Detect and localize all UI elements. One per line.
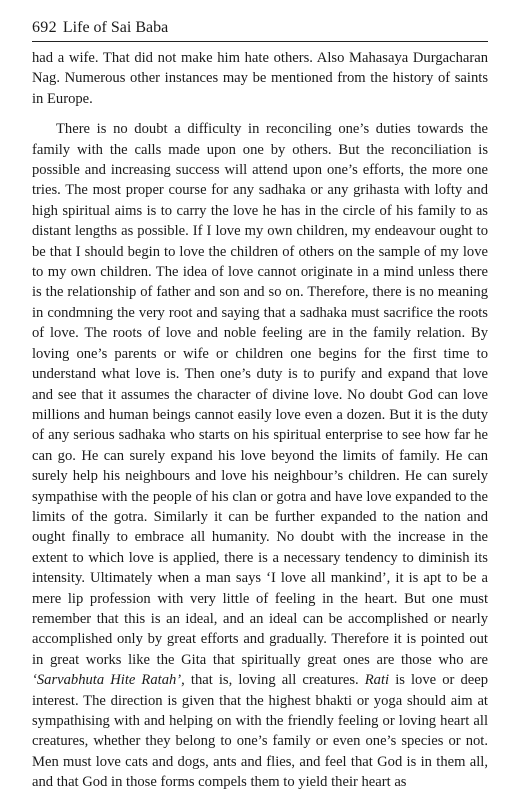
running-header [32,18,488,42]
paragraph-continuation: had a wife. That did not make him hate others. Also Mahasaya Durgacharan Nag. Numerous other instances may be mentioned from the history of saints in Europe. [32,50,488,107]
book-title: Life of Sai Baba [62,19,169,36]
page-number: 692 [32,19,57,36]
paragraph-text-part-3: is love or deep interest. The direction is given that the highest bhakti or yoga should aim at sympathising with and helping on with the friendly feeling or loving heart all creatures, whether they belong to one’s family or even one’s species or not. Men must love cats and dogs, ants and flies, and feel that God is in them all, and that God in those forms compels them to yield their heart as [32,672,488,791]
italic-sanskrit-phrase: ‘Sarvabhuta Hite Ratah’ [32,672,182,689]
paragraph-text-part-1: There is no doubt a difficulty in reconciling one’s duties towards the family with the calls made upon one by others. But the reconciliation is possible and increasing success will attend upon one’s efforts, the more one tries. The most proper course for any sadhaka or any grihasta with lofty and high spiritual aims is to carry the love he has in the circle of his family to as distant lengths as possible. If I love my own children, my endeavour ought to be that I should begin to love the children of others on the sample of my love to my own children. The idea of love cannot originate in a mind unless there is the relationship of father and son and so on. Therefore, there is no meaning in condmning the very root and saying that a sadhaka must sacrifice the roots of love. The roots of love and noble feeling are in the family relation. By loving one’s parents or wife or children one begins for the first time to understand what love is. Then one’s duty is to purify and expand that love and see that it assumes the character of divine love. No doubt God can love millions and human beings cannot easily love even a dozen. But it is the duty of any serious sadhaka who starts on his spiritual enterprise to see how far he can go. He can surely expand his love beyond the limits of family. He can surely help his neighbours and love his neighbour’s children. He can surely sympathise with the people of his clan or gotra and have love expanded to the limits of the gotra. Similarly it can be further expanded to the nation and ought finally to embrace all humanity. No doubt with the increase in the extent to which love is applied, there is a necessary tendency to diminish its intensity. Ultimately when a man says ‘I love all mankind’, it is apt to be a mere lip profession with very little of feeling in the heart. But one must remember that this is an ideal, and an ideal can be accomplished or nearly accomplished only by great efforts and gradually. Therefore it is pointed out in great works like the Gita that spiritually great ones are those who are [32,121,488,668]
paragraph-love-and-family [32,119,488,792]
paragraph-text-part-2: , that is, loving all creatures. [181,672,359,689]
italic-term-rati: Rati [364,672,390,689]
